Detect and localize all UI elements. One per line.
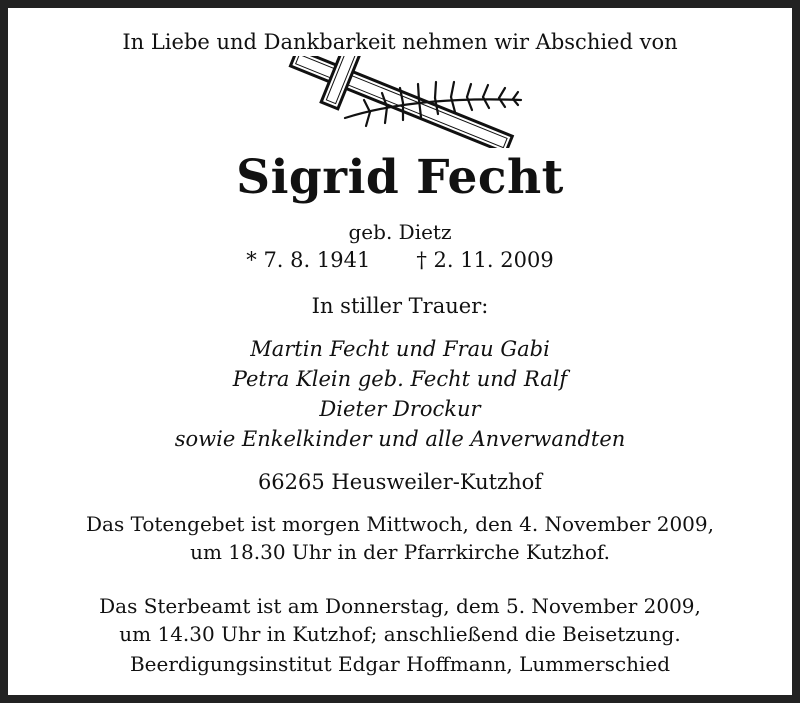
undertaker: Beerdigungsinstitut Edgar Hoffmann, Lummerschied [129,652,671,676]
mourner-line: Dieter Drockur [319,397,481,421]
birth-name: geb. Dietz [348,220,452,244]
family-address: 66265 Heusweiler-Kutzhof [257,470,543,494]
mourner-line: sowie Enkelkinder und alle Anverwandten [174,427,626,451]
mourner-line: Martin Fecht und Frau Gabi [250,337,550,361]
mourner-line: Petra Klein geb. Fecht und Ralf [232,367,568,391]
intro-text: In Liebe und Dankbarkeit nehmen wir Abschied von [122,30,678,54]
requiem-line: um 14.30 Uhr in Kutzhof; anschließend die Beisetzung. [119,622,681,646]
requiem-line: Das Sterbeamt ist am Donnerstag, dem 5. November 2009, [99,594,701,618]
deceased-name: Sigrid Fecht [236,150,564,205]
prayer-line: um 18.30 Uhr in der Pfarrkirche Kutzhof. [190,540,610,564]
prayer-line: Das Totengebet ist morgen Mittwoch, den 4. November 2009, [85,512,714,536]
life-dates [8,248,792,272]
death-date: † 2. 11. 2009 [416,248,554,272]
birth-date: * 7. 8. 1941 [246,248,371,272]
mourning-heading: In stiller Trauer: [311,294,489,318]
cross-with-palm-branch-icon [275,56,527,148]
prayer-announcement [8,510,792,566]
requiem-announcement [8,592,792,648]
mourners-list [8,334,792,454]
